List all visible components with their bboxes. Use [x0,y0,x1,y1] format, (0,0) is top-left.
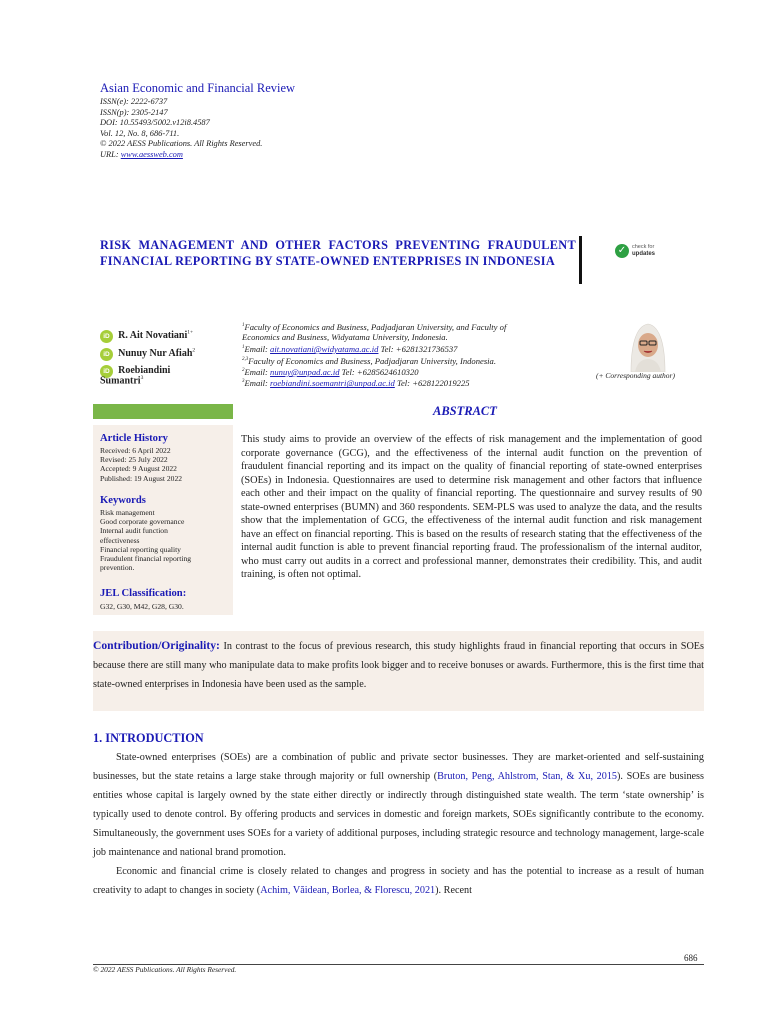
affiliation-1: $^1$Faculty of Economics and Business, Padjadjaran University, and Faculty of [242,321,507,332]
title-divider [579,236,582,284]
issn-electronic: ISSN(e): 2222-6737 [100,97,168,106]
footer-copyright: © 2022 AESS Publications. All Rights Reserved. [93,965,237,974]
orcid-icon[interactable]: iD [100,330,113,343]
article-title: RISK MANAGEMENT AND OTHER FACTORS PREVENTING FRAUDULENT FINANCIAL REPORTING BY STATE-OWNED ENTERPRISES IN INDONESIA [100,238,576,268]
affiliation-3-contact: $^3$Email: roebiandini.soemantri@unpad.ac.id Tel: +628122019225 [242,378,470,389]
paragraph: State-owned enterprises (SOEs) are a combination of public and private sector businesses. They are market-oriented and self-sustaining businesses, but the state retains a large stake through majority or full ownership (Bruton, Peng, Ahlstrom, Stan, & Xu, 2015). SOEs are business entities whose capital is largely owned by the state either directly or indirectly through distinguished state wealth. The term ‘state ownership’ is typically used to denote control. By offering products and services in domestic and foreign markets, SOEs significantly contribute to the economy. Simultaneously, the government uses SOEs for a variety of additional purposes, including strategic resource and technology management, large-scale job maintenance and national brand promotion. [93,752,704,858]
journal-name: Asian Economic and Financial Review [100,81,296,95]
check-for-updates-badge[interactable] [615,244,665,260]
accepted-date: Accepted: 9 August 2022 [100,464,177,474]
citation-link[interactable]: Bruton, Peng, Ahlstrom, Stan, & Xu, 2015 [437,771,618,782]
keyword: Internal audit function [100,526,168,536]
orcid-icon[interactable]: iD [100,365,113,378]
url-line [100,150,262,161]
jel-heading: JEL Classification: [100,588,187,599]
email-link[interactable]: roebiandini.soemantri@unpad.ac.id [270,378,395,389]
keywords-list [100,508,191,572]
author-3-surname: Sumantri$^3$ [100,375,144,387]
author-name: R. Ait Novatiani$^{1+}$ [118,329,194,341]
affiliation-2-3: $^{2,3}$Faculty of Economics and Business, Padjadjaran University, Indonesia. [242,355,497,366]
affiliation-1-cont: Economics and Business, Widyatama University, Indonesia. [242,332,448,343]
jel-codes: G32, G30, M42, G28, G30. [100,602,184,611]
keyword: prevention. [100,563,135,573]
keywords-heading: Keywords [100,495,146,506]
email-link[interactable]: ait.novatiani@widyatama.ac.id [270,343,379,354]
updates-label: updates [632,251,656,257]
keyword: Risk management [100,508,155,517]
article-history-dates [100,446,182,483]
article-info-sidebar [93,425,233,615]
article-history-heading: Article History [100,433,168,444]
keyword: effectiveness [100,535,140,545]
page-number: 686 [684,953,698,963]
journal-url-link[interactable]: www.aessweb.com [120,149,183,159]
revised-date: Revised: 25 July 2022 [100,455,168,465]
affiliation-2-contact: $^2$Email: nunuy@unpad.ac.id Tel: +6285624610320 [242,366,419,377]
citation-link[interactable]: Achim, Văidean, Borlea, & Florescu, 2021 [260,885,436,896]
author-name: Roebiandini [118,365,171,376]
abstract-text: This study aims to provide an overview of the effects of risk management and the implementation of good corporate governance (GCG), and the effectiveness of the internal audit function on the prevention of fraudulent financial reporting and its impact on the quality of financial reporting of state-owned enterprises (SOEs) in Indonesia. Questionnaires are used to determine risk management and other factors that influence each other and their impact on the quality of financial reporting. The questionnaire and survey results of 90 state-owned enterprises (BUMN) and 360 respondents. SEM-PLS was used to analyze the data, and the results show that the implementation of GCG, the effectiveness of the internal audit function and risk management have an effect on financial reporting. This is based on the results of research stating that the effectiveness of the internal audit function is able to prevent financial reporting fraud. The professionalism of the internal auditor, who must carry out audits in a correct and professional manner, demonstrates their credibility. This, and audit training, is often not optimal. [241,434,702,580]
affiliations [242,321,582,389]
author-photo [623,318,673,372]
received-date: Received: 6 April 2022 [100,446,171,455]
email-link[interactable]: nunuy@unpad.ac.id [270,366,340,377]
issn-print: ISSN(p): 2305-2147 [100,107,168,117]
published-date: Published: 19 August 2022 [100,473,183,483]
abstract-heading: ABSTRACT [433,404,497,418]
affiliation-1-contact: $^1$Email: ait.novatiani@widyatama.ac.id Tel: +6281321736537 [242,343,458,354]
sidebar-accent-bar [93,404,233,419]
author-name: Nunuy Nur Afiah$^2$ [118,347,196,359]
author-1 [100,323,193,343]
section-heading-introduction: 1. INTRODUCTION [93,731,204,745]
doi: DOI: 10.55493/5002.v12i8.4587 [100,118,210,128]
keyword: Fraudulent financial reporting [100,554,192,564]
volume: Vol. 12, No. 8, 686-711. [100,128,180,138]
contribution-label: Contribution/Originality: [93,639,220,652]
journal-meta [100,97,262,161]
copyright: © 2022 AESS Publications. All Rights Reserved. [100,139,263,149]
contribution-text: Contribution/Originality: In contrast to the focus of previous research, this study highlights fraud in financial reporting that occurs in SOEs because there are still many who manipulate data to make profits look bigger and to receive bonuses or awards. Furthermore, this is the first time that state-owned enterprises in Indonesia have been used as the sample. [93,639,704,690]
paragraph: Economic and financial crime is closely related to changes and progress in society and has the potential to increase as a result of human creativity to adapt to changes in society (Achim, Văidean, Borlea, & Florescu, 2021). Recent [93,866,704,896]
url-label: URL: [100,149,121,159]
check-for-label: check for [632,244,655,250]
keyword: Good corporate governance [100,517,185,527]
check-icon: ✓ [615,244,629,258]
introduction-body [93,748,704,900]
corresponding-author-note: (+ Corresponding author) [596,371,675,380]
orcid-icon[interactable]: iD [100,348,113,361]
keyword: Financial reporting quality [100,544,181,554]
